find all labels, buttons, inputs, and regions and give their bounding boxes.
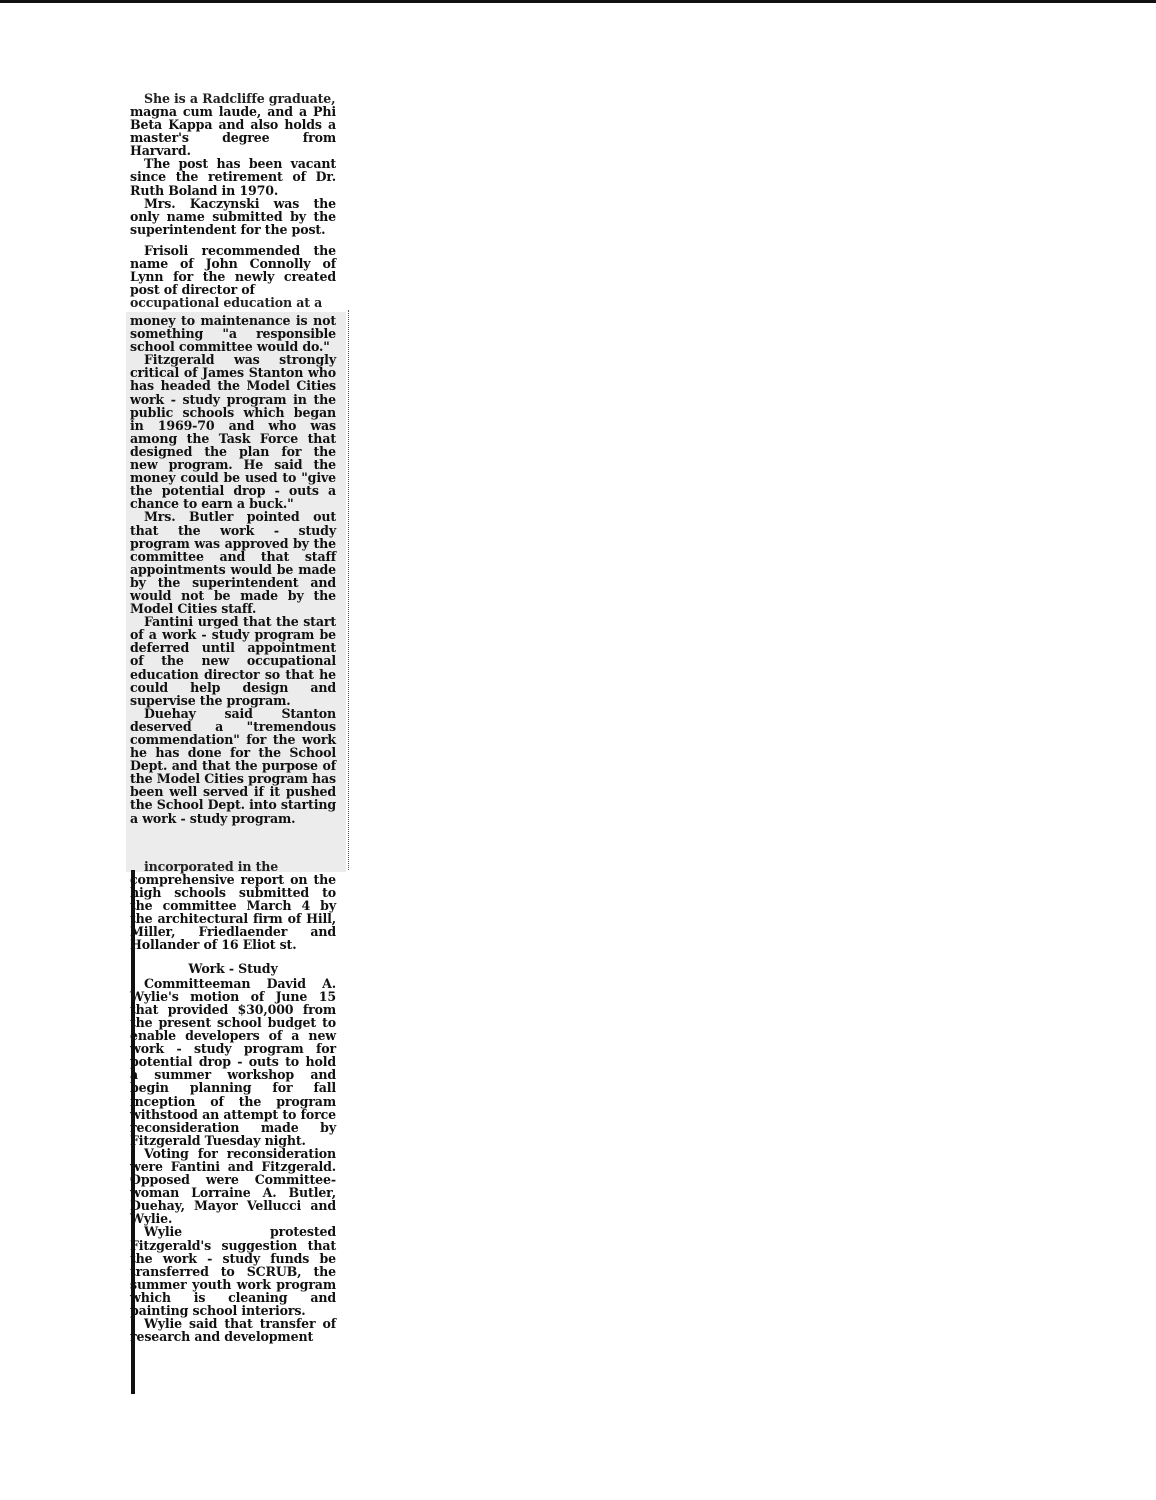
- paragraph: Wylie said that transfer of research and development: [130, 1316, 336, 1345]
- paragraph: Mrs. Kaczynski was the only name submitted by the superintendent for the post.: [130, 195, 336, 237]
- paragraph: money to maintenance is not something "a responsible school committee would do.": [130, 313, 336, 355]
- paragraph: magna cum laude, and a Phi Beta Kappa and also holds a master's degree from Harvard.: [130, 104, 336, 159]
- cut-off-line: occupational education at a: [130, 295, 323, 311]
- scan-top-edge: [0, 0, 1156, 3]
- clipping-segment-3: [130, 859, 336, 1345]
- paragraph: Fitzgerald was strongly critical of James Stanton who has headed the Model Cities work - study program in the public schools which began in 1969-70 and who was among the Task Force that designed the plan for the new program. He said the money could be used to "give the potential drop - outs a chance to earn a buck.": [130, 352, 336, 512]
- paragraph: Frisoli recommended the name of John Connolly of Lynn for the newly created post of director of: [130, 242, 336, 298]
- paragraph: comprehensive report on the high schools submitted to the committee March 4 by the architectural firm of Hill, Miller, Friedlaender and Hollander of 16 Eliot st.: [130, 872, 336, 953]
- paragraph: Wylie protested Fitzgerald's suggestion that the work - study funds be transferred to SCRUB, the summer youth work program which is cleaning and painting school interiors.: [130, 1224, 336, 1318]
- paragraph: Fantini urged that the start of a work - study program be deferred until appointment of the new occupational education director so that he could help design and supervise the program.: [130, 614, 336, 708]
- clipping-cut-edge: [336, 310, 349, 870]
- paragraph: Committeeman David A. Wylie's motion of June 15 that provided $30,000 from the present school budget to enable developers of a new work - study program for potential drop - outs to hold a summer workshop and begin planning for fall inception of the program withstood an attempt to force reconsideration made by Fitzgerald Tuesday night.: [130, 975, 336, 1148]
- paragraph: The post has been vacant since the retirement of Dr. Ruth Boland in 1970.: [130, 156, 336, 198]
- cut-off-line: incorporated in the: [144, 859, 279, 874]
- paragraph: Duehay said Stanton deserved a "tremendous commendation" for the work he has done for the School Dept. and that the purpose of the Model Cities program has been well served if it pushed the School Dept. into starting a work - study program.: [130, 705, 336, 826]
- section-subhead: Work - Study: [188, 960, 278, 976]
- paragraph: Mrs. Butler pointed out that the work - study program was approved by the committee and that staff appointments would be made by the superintendent and would not be made by the Model Cities staff.: [130, 509, 336, 617]
- clipping-segment-2: [130, 314, 336, 825]
- cut-off-line: She is a Radcliffe graduate,: [144, 91, 336, 106]
- clipping-segment-1: [130, 91, 336, 311]
- paragraph: Voting for reconsideration were Fantini and Fitzgerald. Opposed were Committee-woman Lorraine A. Butler, Duehay, Mayor Vellucci and Wylie.: [130, 1145, 336, 1227]
